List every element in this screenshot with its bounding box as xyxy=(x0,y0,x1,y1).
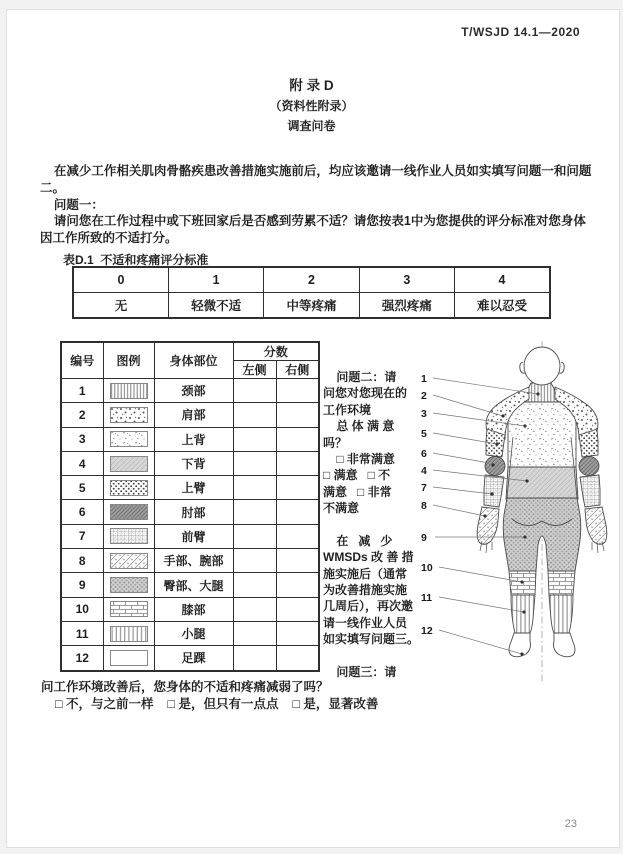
score-right-cell xyxy=(276,379,319,403)
col-header-left: 左侧 xyxy=(233,361,276,379)
figure-label: 4 xyxy=(421,465,427,477)
legend-swatch-cell xyxy=(103,451,154,475)
score-right-cell xyxy=(276,573,319,597)
legend-pattern-icon xyxy=(110,407,148,423)
figure-label: 3 xyxy=(421,408,427,420)
legend-pattern-icon xyxy=(110,601,148,617)
row-number: 4 xyxy=(61,451,103,475)
question3-text: 问工作环境改善后，您身体的不适和疼痛减弱了吗？ xyxy=(41,680,329,694)
col-header-legend: 图例 xyxy=(103,342,154,379)
title-block xyxy=(0,74,623,134)
row-number: 9 xyxy=(61,573,103,597)
question3-options: □ 不，与之前一样 □ 是，但只有一点点 □ 是，显著改善 xyxy=(55,697,379,711)
question-line: 问题三：请 xyxy=(323,665,397,680)
score-left-cell xyxy=(233,500,276,524)
table-row xyxy=(61,427,319,451)
table-row xyxy=(61,476,319,500)
question-line: 如实填写问题三。 xyxy=(323,632,420,647)
question-line: 问题二：请 xyxy=(323,370,397,384)
score-left-cell xyxy=(233,403,276,427)
body-part-label: 小腿 xyxy=(154,621,233,645)
legend-pattern-icon xyxy=(110,480,148,496)
figure-region-calf-left xyxy=(511,595,535,633)
question-line: □ 满意 □ 不 xyxy=(323,468,391,483)
appendix-type: （资料性附录） xyxy=(269,99,354,113)
score-label: 难以忍受 xyxy=(455,293,550,319)
row-number: 11 xyxy=(61,621,103,645)
score-value: 0 xyxy=(73,267,168,293)
legend-pattern-icon xyxy=(110,431,148,447)
legend-swatch-cell xyxy=(103,549,154,573)
row-number: 5 xyxy=(61,476,103,500)
legend-pattern-icon xyxy=(110,528,148,544)
table-row xyxy=(61,451,319,475)
figure-label: 7 xyxy=(421,482,427,494)
score-right-cell xyxy=(276,549,319,573)
table-row xyxy=(61,403,319,427)
score-left-cell xyxy=(233,379,276,403)
score-right-cell xyxy=(276,621,319,645)
question-line: 不满意 xyxy=(323,501,360,516)
body-part-label: 上臂 xyxy=(154,476,233,500)
score-left-cell xyxy=(233,597,276,621)
question-line: 请一线作业人员 xyxy=(323,615,408,630)
table-row xyxy=(61,597,319,621)
col-header-score: 分数 xyxy=(233,342,319,361)
question-line: 工作环境 xyxy=(323,402,372,417)
table-row xyxy=(61,379,319,403)
row-number: 1 xyxy=(61,379,103,403)
table-row xyxy=(61,573,319,597)
intro-line: 因工作所致的不适打分。 xyxy=(40,231,178,246)
table-row xyxy=(61,549,319,573)
intro-line: 请问您在工作过程中或下班回家后是否感到劳累不适？请您按表1中为您提供的评分标准对您身体 xyxy=(40,214,586,229)
question-line: 总 体 满 意 xyxy=(323,419,395,434)
intro-line: 问题一： xyxy=(40,197,104,212)
figure-label: 8 xyxy=(421,500,427,512)
intro-line: 二。 xyxy=(40,180,66,195)
score-left-cell xyxy=(233,646,276,671)
figure-region-lower-back xyxy=(506,467,578,499)
body-part-label: 膝部 xyxy=(154,597,233,621)
legend-swatch-cell xyxy=(103,573,154,597)
score-left-cell xyxy=(233,524,276,548)
legend-pattern-icon xyxy=(110,456,148,472)
figure-region-foot-right xyxy=(554,633,576,657)
score-right-cell xyxy=(276,597,319,621)
legend-pattern-icon xyxy=(110,577,148,593)
table-row xyxy=(61,500,319,524)
row-number: 3 xyxy=(61,427,103,451)
body-part-label: 足踝 xyxy=(154,646,233,671)
score-table-caption: 表D.1 不适和疼痛评分标准 xyxy=(63,253,209,267)
question-line: 施实施后（通常 xyxy=(323,566,408,581)
question-line: 几周后），再次邀 xyxy=(323,599,414,614)
score-label: 无 xyxy=(73,293,168,319)
row-number: 8 xyxy=(61,549,103,573)
figure-region-hand-right xyxy=(585,507,607,544)
row-number: 7 xyxy=(61,524,103,548)
appendix-name: 调查问卷 xyxy=(287,119,336,133)
score-right-cell xyxy=(276,500,319,524)
score-right-cell xyxy=(276,476,319,500)
table-row xyxy=(61,524,319,548)
score-right-cell xyxy=(276,427,319,451)
body-part-label: 下背 xyxy=(154,451,233,475)
score-right-cell xyxy=(276,451,319,475)
figure-label: 12 xyxy=(421,625,433,637)
figure-region-forearm-right xyxy=(580,475,600,507)
score-label: 中等疼痛 xyxy=(264,293,359,319)
table-row xyxy=(61,646,319,671)
figure-region-forearm-left xyxy=(484,475,504,507)
score-right-cell xyxy=(276,646,319,671)
legend-swatch-cell xyxy=(103,379,154,403)
col-header-number: 编号 xyxy=(61,342,103,379)
legend-swatch-cell xyxy=(103,403,154,427)
figure-label: 10 xyxy=(421,562,433,574)
score-value: 2 xyxy=(264,267,359,293)
legend-pattern-icon xyxy=(110,553,148,569)
figure-head xyxy=(524,347,560,385)
question-line: 问您对您现在的 xyxy=(323,386,408,401)
question-line: 吗？ xyxy=(323,435,348,450)
figure-label: 2 xyxy=(421,390,427,402)
figure-number-labels xyxy=(421,373,433,637)
row-number: 6 xyxy=(61,500,103,524)
question-line: □ 非常满意 xyxy=(323,451,395,466)
doc-code: T/WSJD 14.1—2020 xyxy=(461,25,580,39)
body-figure xyxy=(418,337,620,687)
question-line: 在 减 少 xyxy=(323,533,393,548)
figure-region-hand-left xyxy=(477,507,499,544)
col-header-right: 右侧 xyxy=(276,361,319,379)
figure-region-calf-right xyxy=(549,595,573,633)
score-label-row xyxy=(73,293,550,319)
col-header-body-part: 身体部位 xyxy=(154,342,233,379)
appendix-title: 附 录 D xyxy=(289,78,334,93)
row-number: 10 xyxy=(61,597,103,621)
row-number: 12 xyxy=(61,646,103,671)
figure-label: 6 xyxy=(421,448,427,460)
legend-swatch-cell xyxy=(103,621,154,645)
figure-label: 11 xyxy=(421,592,433,604)
figure-region-elbow-left xyxy=(485,457,505,476)
intro-paragraph xyxy=(40,163,592,247)
body-part-label: 手部、腕部 xyxy=(154,549,233,573)
score-left-cell xyxy=(233,451,276,475)
legend-swatch-cell xyxy=(103,500,154,524)
score-left-cell xyxy=(233,427,276,451)
score-right-cell xyxy=(276,524,319,548)
legend-swatch-cell xyxy=(103,476,154,500)
score-value: 4 xyxy=(455,267,550,293)
score-left-cell xyxy=(233,573,276,597)
figure-region-knee-right xyxy=(548,571,575,595)
figure-label: 5 xyxy=(421,428,427,440)
legend-swatch-cell xyxy=(103,524,154,548)
question-line: 满意 □ 非常 xyxy=(323,484,392,499)
body-table-header xyxy=(61,342,319,361)
body-part-label: 肩部 xyxy=(154,403,233,427)
score-left-cell xyxy=(233,621,276,645)
page-number: 23 xyxy=(564,818,577,830)
figure-region-elbow-right xyxy=(579,457,599,476)
body-part-label: 臀部、大腿 xyxy=(154,573,233,597)
question-line: WMSDs 改 善 措 xyxy=(323,550,414,565)
legend-swatch-cell xyxy=(103,646,154,671)
table-row xyxy=(61,621,319,645)
score-value: 3 xyxy=(359,267,454,293)
score-right-cell xyxy=(276,403,319,427)
score-left-cell xyxy=(233,476,276,500)
score-label: 强烈疼痛 xyxy=(359,293,454,319)
legend-swatch-cell xyxy=(103,427,154,451)
body-part-label: 肘部 xyxy=(154,500,233,524)
question-line: 为改善措施实施 xyxy=(323,583,408,598)
score-row xyxy=(73,267,550,293)
legend-pattern-icon xyxy=(110,626,148,642)
figure-label: 9 xyxy=(421,532,427,544)
body-part-label: 颈部 xyxy=(154,379,233,403)
score-label: 轻微不适 xyxy=(168,293,263,319)
body-part-label: 上背 xyxy=(154,427,233,451)
legend-pattern-icon xyxy=(110,383,148,399)
body-part-label: 前臂 xyxy=(154,524,233,548)
score-value: 1 xyxy=(168,267,263,293)
legend-swatch-cell xyxy=(103,597,154,621)
legend-pattern-icon xyxy=(110,650,148,666)
score-left-cell xyxy=(233,549,276,573)
row-number: 2 xyxy=(61,403,103,427)
pain-score-table xyxy=(72,266,551,319)
body-part-table xyxy=(60,341,320,672)
intro-line: 在减少工作相关肌肉骨骼疾患改善措施实施前后，均应该邀请一线作业人员如实填写问题一和问题 xyxy=(40,164,592,178)
legend-pattern-icon xyxy=(110,504,148,520)
figure-label: 1 xyxy=(421,373,427,385)
